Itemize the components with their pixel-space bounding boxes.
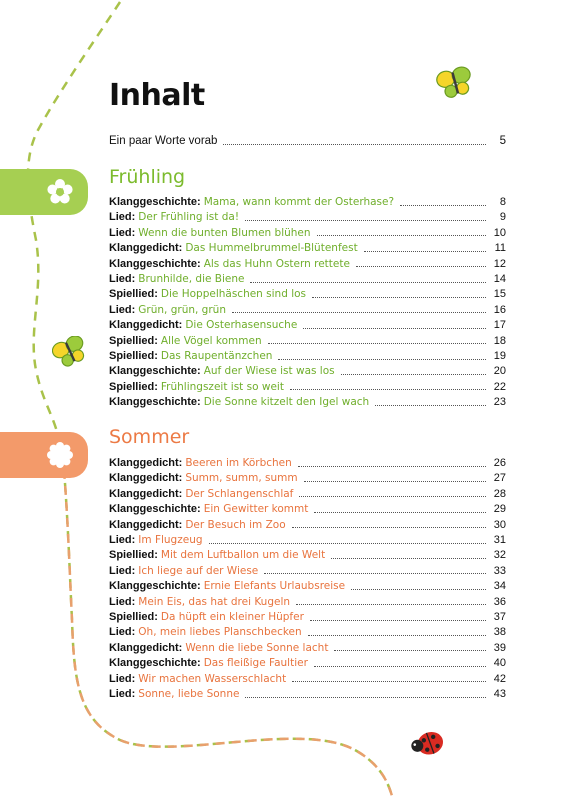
entry-kind: Lied: bbox=[109, 303, 136, 316]
entry-page-number: 31 bbox=[493, 534, 506, 546]
dot-leader bbox=[250, 281, 486, 283]
entry-title: Das Raupentänzchen bbox=[160, 350, 273, 362]
entry-title: Wir machen Wasserschlacht bbox=[138, 672, 287, 685]
dot-leader bbox=[317, 234, 486, 236]
toc-entry-row[interactable] bbox=[109, 594, 506, 609]
entry-page-number: 15 bbox=[493, 288, 506, 301]
entry-title: Der Frühling ist da! bbox=[138, 211, 240, 224]
toc-entry-row[interactable] bbox=[109, 655, 506, 670]
entry-kind: Klanggedicht: bbox=[109, 457, 183, 469]
entry-page-number: 43 bbox=[493, 688, 506, 700]
entry-page-number: 23 bbox=[493, 396, 506, 409]
dot-leader bbox=[223, 143, 486, 145]
entry-page-number: 27 bbox=[493, 472, 506, 485]
entry-kind: Spiellied: bbox=[109, 611, 158, 623]
entry-title: Beeren im Körbchen bbox=[185, 457, 292, 469]
butterfly-icon bbox=[436, 66, 474, 100]
entry-page-number: 33 bbox=[493, 564, 506, 577]
dot-leader bbox=[334, 649, 486, 651]
dot-leader bbox=[264, 572, 486, 574]
toc-entry-row[interactable] bbox=[109, 686, 506, 701]
entry-page-number: 18 bbox=[493, 334, 506, 347]
toc-entry-row[interactable] bbox=[109, 209, 506, 224]
toc-entry-row[interactable] bbox=[109, 578, 506, 593]
toc-entry-row[interactable] bbox=[109, 455, 506, 470]
entry-title: Ernie Elefants Urlaubsreise bbox=[203, 580, 346, 593]
dot-leader bbox=[331, 557, 486, 559]
entry-kind: Klanggedicht: bbox=[109, 242, 183, 255]
dot-leader bbox=[375, 404, 486, 406]
toc-intro-row[interactable] bbox=[109, 133, 506, 148]
toc-entry-row[interactable] bbox=[109, 470, 506, 485]
dot-leader bbox=[278, 358, 486, 360]
dot-leader bbox=[400, 204, 486, 206]
entry-title: Das fleißige Faultier bbox=[203, 657, 308, 670]
entry-page-number: 8 bbox=[499, 196, 506, 208]
intro-page-number: 5 bbox=[499, 135, 506, 147]
butterfly-icon bbox=[52, 336, 88, 368]
dot-leader bbox=[296, 603, 486, 605]
entry-kind: Lied: bbox=[109, 226, 136, 239]
entry-page-number: 36 bbox=[493, 595, 506, 608]
entry-page-number: 14 bbox=[493, 273, 506, 285]
entry-page-number: 32 bbox=[493, 549, 506, 562]
entry-kind: Lied: bbox=[109, 688, 136, 700]
entry-page-number: 22 bbox=[493, 380, 506, 393]
toc-entry-row[interactable] bbox=[109, 501, 506, 516]
toc-entry-row[interactable] bbox=[109, 363, 506, 378]
dot-leader bbox=[245, 219, 486, 221]
dot-leader bbox=[299, 495, 486, 497]
entry-kind: Spiellied: bbox=[109, 380, 158, 393]
entry-page-number: 11 bbox=[494, 242, 506, 255]
intro-label: Ein paar Worte vorab bbox=[109, 135, 218, 147]
entry-page-number: 26 bbox=[493, 457, 506, 469]
entry-kind: Lied: bbox=[109, 273, 136, 285]
entry-title: Da hüpft ein kleiner Hüpfer bbox=[160, 611, 304, 623]
entry-title: Frühlingszeit ist so weit bbox=[160, 380, 284, 393]
entry-kind: Lied: bbox=[109, 564, 136, 577]
entry-page-number: 10 bbox=[493, 226, 506, 239]
dot-leader bbox=[341, 373, 486, 375]
toc-entry-row[interactable] bbox=[109, 394, 506, 409]
dot-leader bbox=[312, 296, 486, 298]
toc-entry-row[interactable] bbox=[109, 609, 506, 624]
entry-kind: Lied: bbox=[109, 626, 136, 639]
entry-title: Der Besuch im Zoo bbox=[185, 518, 286, 531]
toc-entry-row[interactable] bbox=[109, 517, 506, 532]
toc-entry-row[interactable] bbox=[109, 256, 506, 271]
entry-kind: Lied: bbox=[109, 211, 136, 224]
entry-kind: Klanggedicht: bbox=[109, 319, 183, 332]
dot-leader bbox=[209, 542, 486, 544]
entry-kind: Spiellied: bbox=[109, 350, 158, 362]
toc-entry-row[interactable] bbox=[109, 271, 506, 286]
flower-icon bbox=[46, 178, 74, 206]
entry-kind: Klanggeschichte: bbox=[109, 580, 201, 593]
entry-kind: Klanggeschichte: bbox=[109, 365, 201, 378]
toc-entry-row[interactable] bbox=[109, 486, 506, 501]
toc-entry-row[interactable] bbox=[109, 563, 506, 578]
entry-title: Brunhilde, die Biene bbox=[138, 273, 245, 285]
entry-title: Die Hoppelhäschen sind los bbox=[160, 288, 307, 301]
toc-entry-row[interactable] bbox=[109, 333, 506, 348]
dot-leader bbox=[310, 619, 486, 621]
entry-title: Die Osterhasensuche bbox=[185, 319, 298, 332]
entry-title: Alle Vögel kommen bbox=[160, 334, 262, 347]
toc-entry-row[interactable] bbox=[109, 640, 506, 655]
spring-section-tab bbox=[0, 169, 88, 215]
entry-title: Ein Gewitter kommt bbox=[203, 503, 309, 516]
dot-leader bbox=[314, 665, 486, 667]
entry-kind: Lied: bbox=[109, 595, 136, 608]
entry-title: Der Schlangenschlaf bbox=[185, 487, 294, 500]
entry-title: Das Hummelbrummel-Blütenfest bbox=[185, 242, 358, 255]
entry-kind: Klanggeschichte: bbox=[109, 257, 201, 270]
entry-title: Mein Eis, das hat drei Kugeln bbox=[138, 595, 291, 608]
dot-leader bbox=[364, 250, 486, 252]
toc-entry-row[interactable] bbox=[109, 240, 506, 255]
dot-leader bbox=[292, 680, 486, 682]
entry-kind: Spiellied: bbox=[109, 288, 158, 301]
entry-page-number: 34 bbox=[493, 580, 506, 593]
entry-title: Die Sonne kitzelt den Igel wach bbox=[203, 396, 370, 409]
toc-entry-row[interactable] bbox=[109, 532, 506, 547]
toc-entry-row[interactable] bbox=[109, 379, 506, 394]
dot-leader bbox=[290, 388, 486, 390]
entry-page-number: 29 bbox=[493, 503, 506, 516]
entry-kind: Klanggeschichte: bbox=[109, 503, 201, 516]
entry-page-number: 19 bbox=[493, 350, 506, 362]
section-heading-spring: Frühling bbox=[109, 166, 186, 188]
entry-title: Wenn die bunten Blumen blühen bbox=[138, 226, 311, 239]
entry-page-number: 9 bbox=[499, 211, 506, 224]
entry-title: Wenn die liebe Sonne lacht bbox=[185, 641, 329, 654]
entry-page-number: 16 bbox=[493, 303, 506, 316]
entry-title: Oh, mein liebes Planschbecken bbox=[138, 626, 302, 639]
entry-page-number: 17 bbox=[493, 319, 506, 332]
entry-kind: Lied: bbox=[109, 672, 136, 685]
section-heading-summer: Sommer bbox=[109, 426, 190, 448]
toc-entry-row[interactable] bbox=[109, 317, 506, 332]
toc-entry-row[interactable] bbox=[109, 547, 506, 562]
entry-page-number: 28 bbox=[493, 487, 506, 500]
toc-entry-row[interactable] bbox=[109, 624, 506, 639]
dot-leader bbox=[356, 265, 486, 267]
entry-page-number: 40 bbox=[493, 657, 506, 670]
entry-kind: Klanggedicht: bbox=[109, 472, 183, 485]
summer-section-tab bbox=[0, 432, 88, 478]
entry-title: Mit dem Luftballon um die Welt bbox=[160, 549, 326, 562]
entry-page-number: 37 bbox=[493, 611, 506, 623]
entry-kind: Klanggeschichte: bbox=[109, 396, 201, 409]
ladybug-icon bbox=[408, 726, 448, 760]
entry-title: Sonne, liebe Sonne bbox=[138, 688, 240, 700]
dot-leader bbox=[303, 327, 486, 329]
entry-title: Ich liege auf der Wiese bbox=[138, 564, 259, 577]
entry-kind: Lied: bbox=[109, 534, 136, 546]
toc-entry-row[interactable] bbox=[109, 286, 506, 301]
entry-title: Im Flugzeug bbox=[138, 534, 203, 546]
toc-entry-row[interactable] bbox=[109, 671, 506, 686]
toc-entry-row[interactable] bbox=[109, 225, 506, 240]
entry-title: Mama, wann kommt der Osterhase? bbox=[203, 196, 395, 208]
entry-page-number: 12 bbox=[493, 257, 506, 270]
entry-kind: Klanggeschichte: bbox=[109, 196, 201, 208]
entry-page-number: 39 bbox=[493, 641, 506, 654]
dot-leader bbox=[351, 588, 486, 590]
toc-entry-row[interactable] bbox=[109, 302, 506, 317]
toc-entry-row[interactable] bbox=[109, 348, 506, 363]
toc-entry-row[interactable] bbox=[109, 194, 506, 209]
dot-leader bbox=[292, 526, 486, 528]
dot-leader bbox=[298, 465, 486, 467]
entry-kind: Spiellied: bbox=[109, 334, 158, 347]
entry-kind: Klanggedicht: bbox=[109, 487, 183, 500]
entry-kind: Klanggeschichte: bbox=[109, 657, 201, 670]
sun-flower-icon bbox=[46, 441, 74, 469]
page-title: Inhalt bbox=[109, 78, 205, 113]
entry-title: Als das Huhn Ostern rettete bbox=[203, 257, 350, 270]
entry-page-number: 42 bbox=[493, 672, 506, 685]
entry-title: Grün, grün, grün bbox=[138, 303, 226, 316]
entry-page-number: 20 bbox=[493, 365, 506, 378]
entry-kind: Klanggedicht: bbox=[109, 518, 183, 531]
entry-page-number: 30 bbox=[493, 518, 506, 531]
dot-leader bbox=[314, 511, 486, 513]
dot-leader bbox=[232, 311, 486, 313]
entry-title: Summ, summ, summ bbox=[185, 472, 298, 485]
dot-leader bbox=[268, 342, 486, 344]
dot-leader bbox=[308, 634, 486, 636]
entry-kind: Spiellied: bbox=[109, 549, 158, 562]
dot-leader bbox=[304, 480, 486, 482]
dot-leader bbox=[245, 696, 486, 698]
entry-kind: Klanggedicht: bbox=[109, 641, 183, 654]
entry-title: Auf der Wiese ist was los bbox=[203, 365, 335, 378]
entry-page-number: 38 bbox=[493, 626, 506, 639]
